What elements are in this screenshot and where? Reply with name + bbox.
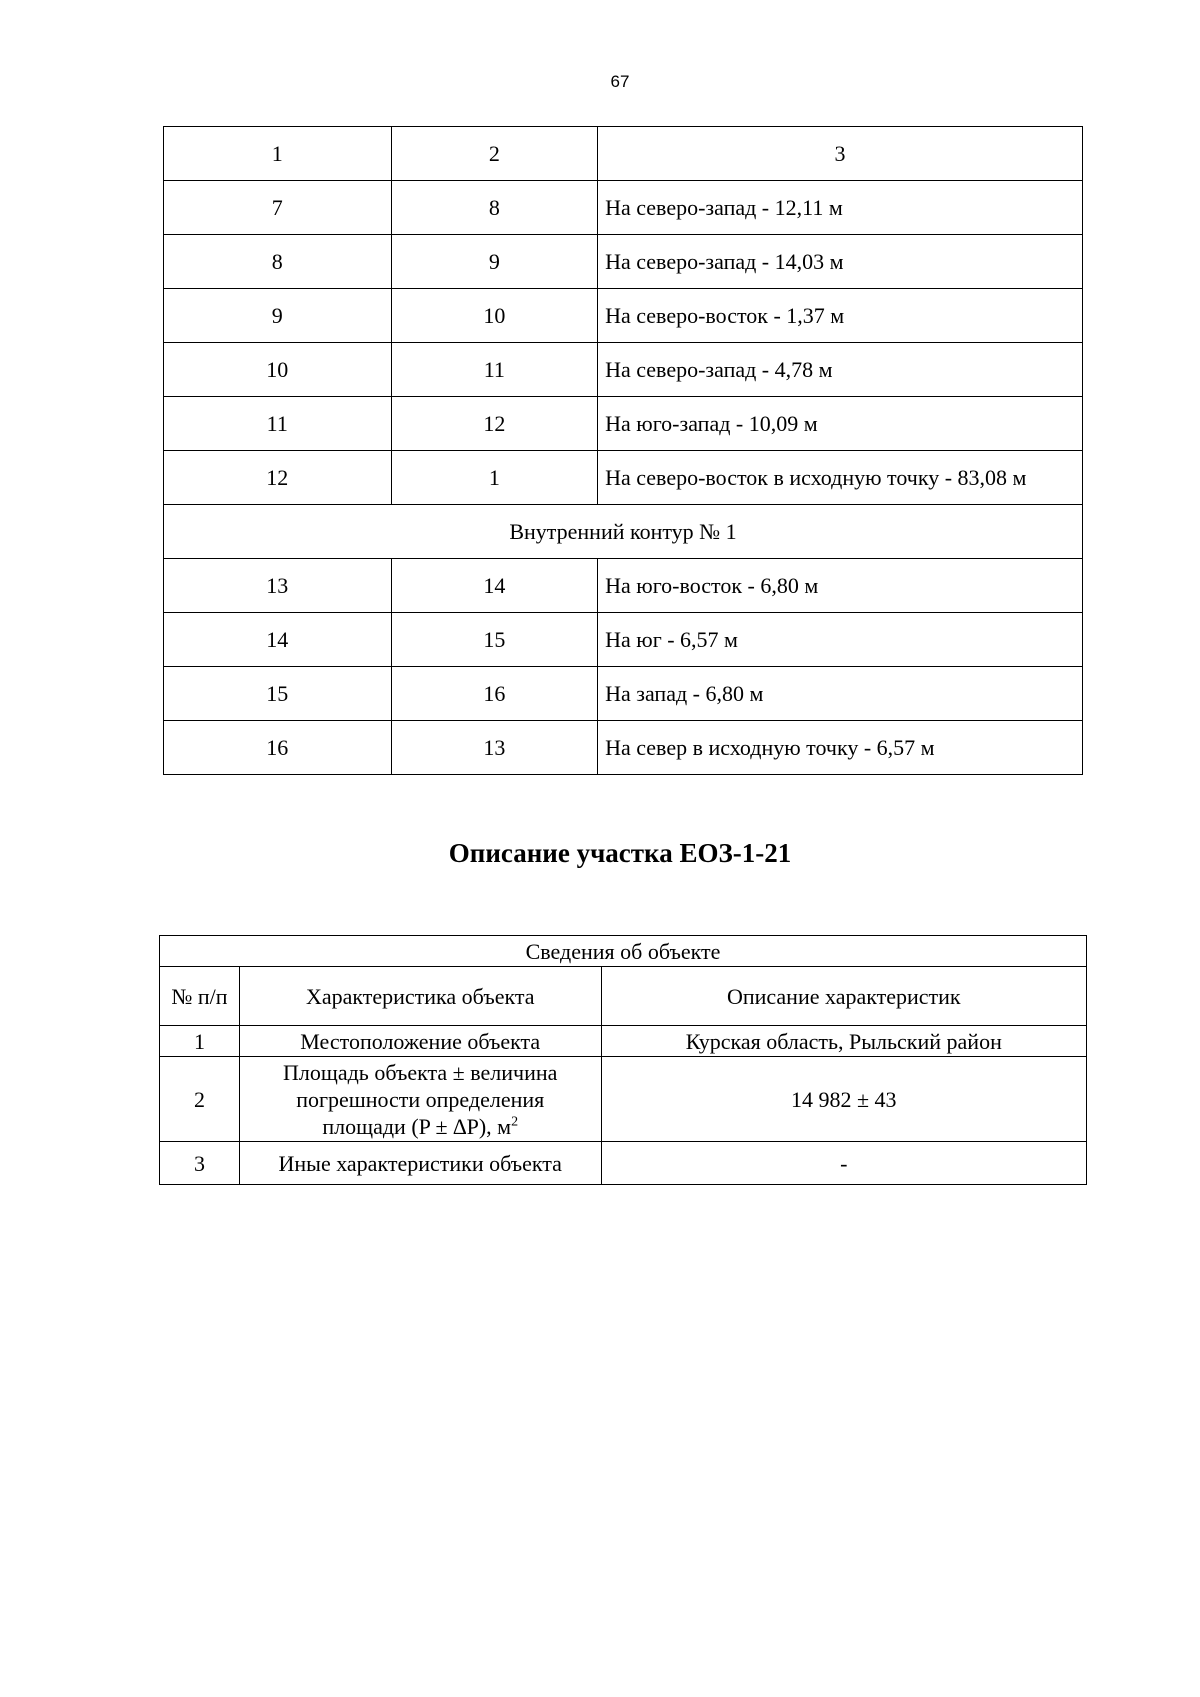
to-point: 10 [391, 289, 598, 343]
segment-description: На север в исходную точку - 6,57 м [598, 721, 1083, 775]
table-row [164, 289, 1083, 343]
table-row [164, 235, 1083, 289]
to-point: 11 [391, 343, 598, 397]
section-title: Описание участка ЕОЗ-1-21 [448, 838, 792, 868]
boundary-table [163, 126, 1083, 775]
table-row [164, 559, 1083, 613]
to-point: 1 [391, 451, 598, 505]
from-point: 11 [164, 397, 392, 451]
table-row [164, 181, 1083, 235]
from-point: 12 [164, 451, 392, 505]
row-num: 3 [160, 1142, 240, 1185]
to-point: 12 [391, 397, 598, 451]
from-point: 9 [164, 289, 392, 343]
table-row [160, 1026, 1087, 1057]
segment-description: На юго-запад - 10,09 м [598, 397, 1083, 451]
from-point: 14 [164, 613, 392, 667]
to-point: 8 [391, 181, 598, 235]
table-caption-row [160, 936, 1087, 967]
header-description: Описание характеристик [601, 967, 1086, 1026]
characteristic-text: площади (P ± ∆P), м [322, 1113, 512, 1139]
table-row [164, 667, 1083, 721]
row-num: 2 [160, 1057, 240, 1142]
table-row [164, 343, 1083, 397]
row-num: 1 [160, 1026, 240, 1057]
table-row [164, 397, 1083, 451]
table-row [160, 1057, 1087, 1142]
header-characteristic: Характеристика объекта [239, 967, 601, 1026]
superscript: 2 [511, 1114, 519, 1130]
table-row [164, 721, 1083, 775]
row-characteristic: Иные характеристики объекта [239, 1142, 601, 1185]
to-point: 16 [391, 667, 598, 721]
to-point: 13 [391, 721, 598, 775]
table-row [160, 1142, 1087, 1185]
to-point: 15 [391, 613, 598, 667]
row-value: 14 982 ± 43 [601, 1057, 1086, 1142]
characteristic-line [244, 1113, 597, 1140]
inner-contour-row [164, 505, 1083, 559]
from-point: 15 [164, 667, 392, 721]
characteristic-line [244, 1086, 597, 1113]
segment-description: На северо-запад - 14,03 м [598, 235, 1083, 289]
table-row [164, 613, 1083, 667]
segment-description: На юг - 6,57 м [598, 613, 1083, 667]
table-caption: Сведения об объекте [160, 936, 1087, 967]
row-characteristic: Местоположение объекта [239, 1026, 601, 1057]
to-point: 9 [391, 235, 598, 289]
header-num: № п/п [160, 967, 240, 1026]
row-characteristic [239, 1057, 601, 1142]
row-value: - [601, 1142, 1086, 1185]
characteristic-text: погрешности определения [296, 1086, 545, 1112]
from-point: 16 [164, 721, 392, 775]
header-cell: 2 [391, 127, 598, 181]
from-point: 10 [164, 343, 392, 397]
object-info-table [159, 935, 1087, 1185]
segment-description: На северо-запад - 12,11 м [598, 181, 1083, 235]
segment-description: На северо-запад - 4,78 м [598, 343, 1083, 397]
segment-description: На запад - 6,80 м [598, 667, 1083, 721]
segment-description: На северо-восток в исходную точку - 83,08 м [598, 451, 1083, 505]
table-header-row [160, 967, 1087, 1026]
segment-description: На юго-восток - 6,80 м [598, 559, 1083, 613]
table-row [164, 451, 1083, 505]
page-number: 67 [610, 72, 630, 91]
from-point: 13 [164, 559, 392, 613]
inner-contour-label: Внутренний контур № 1 [164, 505, 1083, 559]
row-value: Курская область, Рыльский район [601, 1026, 1086, 1057]
characteristic-line: Площадь объекта ± величина [283, 1059, 558, 1085]
header-cell: 3 [598, 127, 1083, 181]
from-point: 7 [164, 181, 392, 235]
header-cell: 1 [164, 127, 392, 181]
table-header-row [164, 127, 1083, 181]
to-point: 14 [391, 559, 598, 613]
from-point: 8 [164, 235, 392, 289]
segment-description: На северо-восток - 1,37 м [598, 289, 1083, 343]
